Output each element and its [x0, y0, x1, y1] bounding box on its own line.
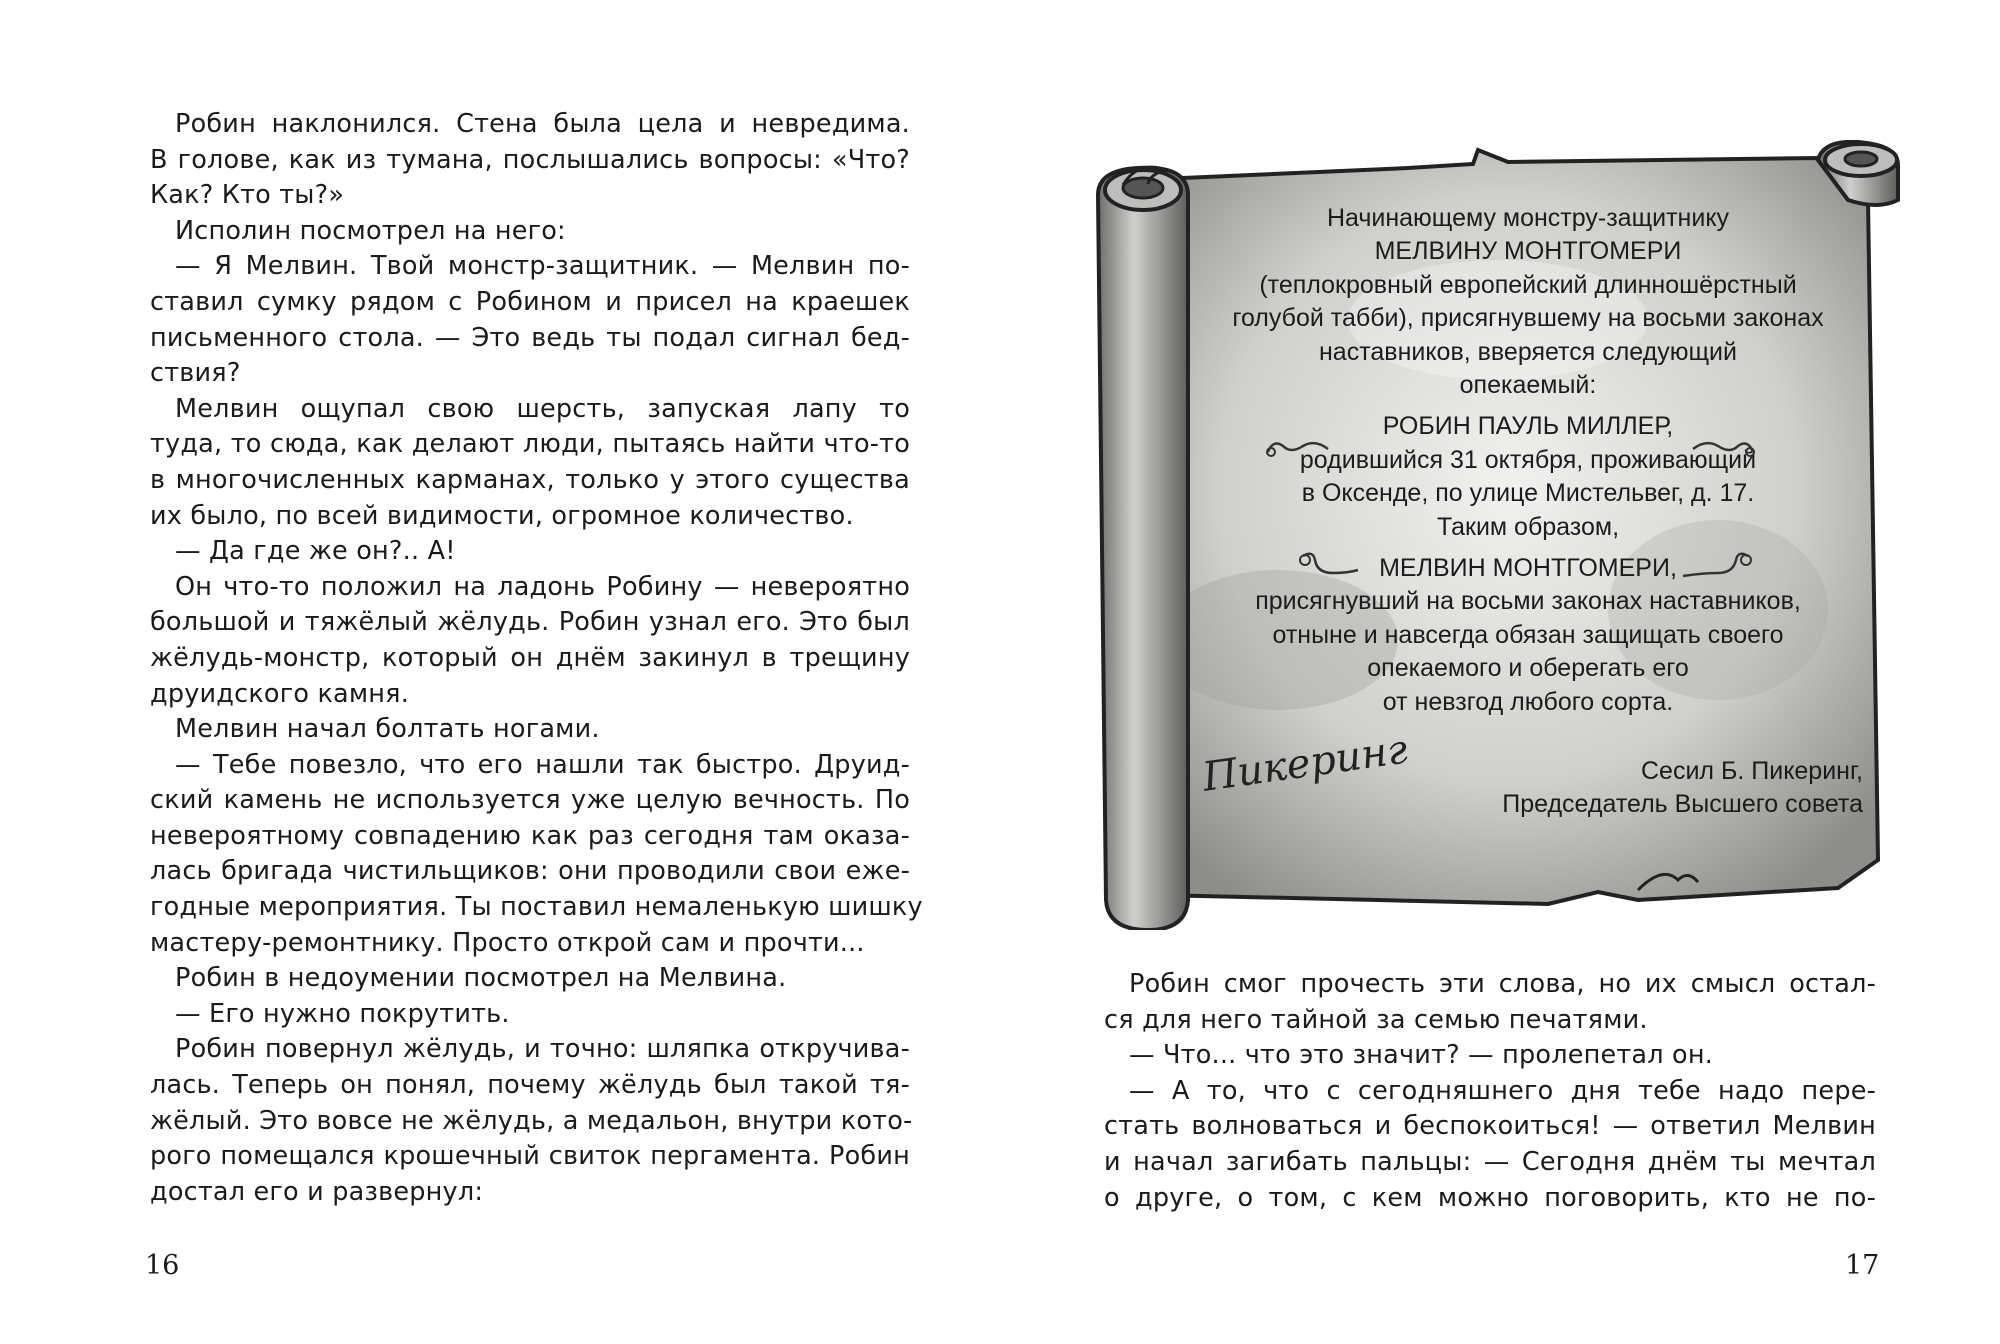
text-line: Робин смог прочесть эти слова, но их смысл остал-: [1129, 969, 1876, 999]
text-line: жёлудь-монстр, который он днём закинул в трещину: [150, 642, 910, 673]
flourish-ornament-left-2: [1293, 548, 1363, 588]
scroll-line: в Оксенде, по улице Мистельвег, д. 17.: [1301, 479, 1755, 508]
signer-title: Председатель Высшего совета: [1502, 790, 1863, 819]
text-line: ся для него тайной за семью печатями.: [1104, 1004, 1648, 1035]
text-line: — Да где же он?.. А!: [175, 536, 456, 567]
text-line: большой и тяжёлый жёлудь. Робин узнал его. Это был: [150, 607, 910, 638]
text-line: их было, по всей видимости, огромное количество.: [150, 500, 854, 531]
page-number-left: 16: [145, 1250, 180, 1281]
text-line: ставил сумку рядом с Робином и присел на краешек: [150, 286, 910, 317]
scroll-line: от невзгод любого сорта.: [1382, 687, 1674, 716]
text-line: Исполин посмотрел на него:: [175, 215, 566, 246]
text-line: Как? Кто ты?»: [150, 180, 345, 211]
scroll-line: Таким образом,: [1436, 512, 1620, 541]
page-number-right: 17: [1845, 1250, 1880, 1281]
scroll-line: опекаемый:: [1459, 371, 1597, 400]
text-line: годные мероприятия. Ты поставил немаленькую шишку: [150, 892, 923, 923]
text-line: достал его и развернул:: [150, 1176, 484, 1207]
text-line: письменного стола. — Это ведь ты подал сигнал бед-: [150, 322, 910, 353]
flourish-ornament-right: [1688, 434, 1758, 464]
flourish-ornament-right-2: [1678, 548, 1758, 588]
text-line: стать волноваться и беспокоиться! — ответил Мелвин: [1104, 1111, 1876, 1142]
text-line: Мелвин начал болтать ногами.: [175, 714, 600, 745]
text-line: Мелвин ощупал свою шерсть, запуская лапу то: [175, 393, 910, 424]
text-line: и начал загибать пальцы: — Сегодня днём ты мечтал: [1104, 1146, 1876, 1177]
text-line: — Что... что это значит? — пролепетал он.: [1129, 1040, 1714, 1071]
text-line: — Я Мелвин. Твой монстр-защитник. — Мелвин по-: [175, 251, 910, 282]
text-line: туда, то сюда, как делают люди, пытаясь найти что-то: [150, 429, 910, 460]
text-line: — Его нужно покрутить.: [175, 998, 510, 1029]
scroll-line: голубой табби), присягнувшему на восьми законах: [1232, 304, 1824, 333]
text-line: Робин в недоумении посмотрел на Мелвина.: [175, 963, 787, 994]
scroll-line: РОБИН ПАУЛЬ МИЛЛЕР,: [1382, 412, 1674, 441]
text-line: о друге, о том, с кем можно поговорить, кто не по-: [1104, 1182, 1876, 1213]
text-line: рого помещался крошечный свиток пергамента. Робин: [150, 1141, 910, 1172]
text-line: Он что-то положил на ладонь Робину — невероятно: [175, 571, 910, 602]
signature-block: [1199, 726, 1863, 845]
flourish-ornament-left: [1263, 434, 1333, 464]
scroll-line: наставников, вверяется следующий: [1319, 337, 1737, 366]
text-line: в многочисленных карманах, только у этого существа: [150, 464, 910, 495]
text-line: — Тебе повезло, что его нашли так быстро. Друид-: [175, 749, 910, 780]
text-line: Робин наклонился. Стена была цела и невредима.: [175, 109, 910, 139]
scroll-line: родившийся 31 октября, проживающий: [1299, 445, 1757, 474]
text-line: мастеру-ремонтнику. Просто открой сам и прочти...: [150, 927, 865, 958]
scroll-line: МЕЛВИНУ МОНТГОМЕРИ: [1374, 237, 1682, 266]
scroll-line: присягнувший на восьми законах наставников,: [1255, 587, 1801, 616]
text-line: жёлый. Это вовсе не жёлудь, а медальон, внутри кото-: [150, 1105, 913, 1136]
signer-info: [1502, 755, 1863, 822]
handwritten-signature: Пикеринг: [1199, 726, 1411, 801]
scroll-line: МЕЛВИН МОНТГОМЕРИ,: [1379, 554, 1677, 583]
text-line: невероятному совпадению как раз сегодня там оказа-: [150, 820, 910, 851]
parchment-scroll: [1078, 140, 1938, 930]
text-line: лась бригада чистильщиков: они проводили свои еже-: [150, 856, 910, 887]
text-line: ский камень не используется уже целую вечность. По: [150, 785, 910, 816]
text-line: В голове, как из тумана, послышались вопросы: «Что?: [150, 144, 910, 175]
text-line: Робин повернул жёлудь, и точно: шляпка откручива-: [175, 1034, 910, 1065]
scroll-line: опекаемого и оберегать его: [1367, 654, 1689, 683]
scroll-line: (теплокровный европейский длинношёрстный: [1259, 270, 1797, 299]
left-page-text: [150, 107, 923, 1210]
scroll-line: отныне и навсегда обязан защищать своего: [1272, 620, 1784, 649]
text-line: — А то, что с сегодняшнего дня тебе надо пере-: [1129, 1075, 1876, 1106]
right-page-text: [1104, 967, 1876, 1216]
signer-name: Сесил Б. Пикеринг,: [1641, 757, 1863, 785]
text-line: ствия?: [150, 358, 241, 389]
text-line: друидского камня.: [150, 678, 410, 709]
text-line: лась. Теперь он понял, почему жёлудь был такой тя-: [150, 1070, 910, 1101]
scroll-line: Начинающему монстру-защитнику: [1326, 204, 1730, 232]
